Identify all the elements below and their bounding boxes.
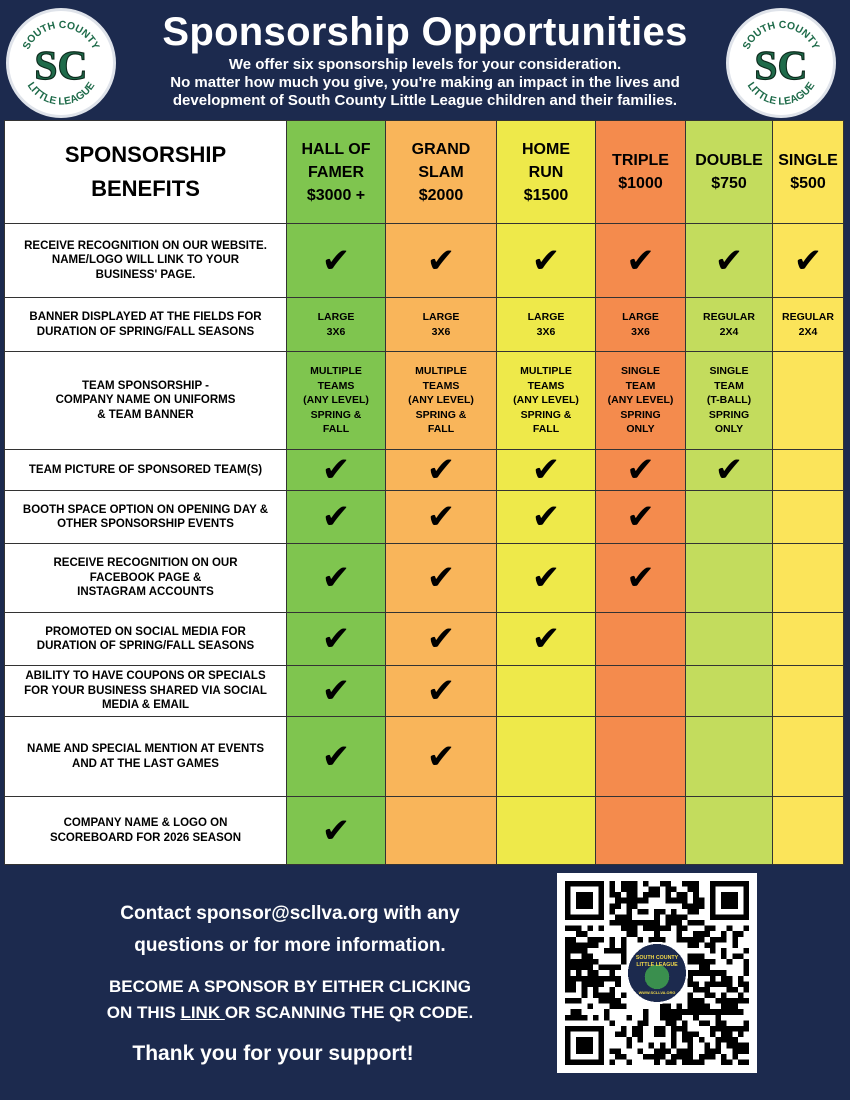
checkmark-icon: ✔: [426, 451, 456, 489]
checkmark-icon: ✔: [321, 737, 351, 776]
benefit-text: OTHER SPONSORSHIP EVENTS: [57, 518, 234, 530]
thank-you-text: Thank you for your support!: [132, 1042, 414, 1065]
included-cell: [773, 224, 844, 298]
checkmark-icon: ✔: [426, 241, 456, 280]
included-cell: [287, 544, 386, 613]
detail-text: ONLY: [626, 423, 655, 436]
empty-cell: [686, 491, 773, 544]
benefit-cell: [5, 491, 287, 544]
logo-bottom-text: LITTLE LEAGUE: [744, 80, 818, 108]
league-logo-icon: [729, 11, 833, 115]
empty-cell: [596, 613, 686, 666]
league-logo-left: [6, 8, 116, 118]
checkmark-icon: ✔: [426, 672, 456, 710]
logo-top-text: SOUTH COUNTY: [21, 19, 101, 52]
benefit-text: AND AT THE LAST GAMES: [72, 757, 219, 770]
detail-text: TEAM: [714, 379, 744, 392]
table-row: [5, 666, 844, 717]
included-cell: [386, 450, 497, 491]
checkmark-icon: ✔: [626, 241, 655, 280]
benefit-detail-cell: [497, 298, 596, 352]
call-to-action: [40, 974, 540, 1026]
contact-section: [40, 898, 540, 1068]
detail-text: REGULAR: [703, 311, 755, 323]
detail-text: 3X6: [326, 325, 346, 338]
table-row: [5, 717, 844, 797]
level-header: [386, 121, 497, 224]
detail-text: (ANY LEVEL): [513, 394, 579, 407]
level-header: [497, 121, 596, 224]
empty-cell: [596, 717, 686, 797]
level-name: GRAND: [411, 140, 471, 158]
included-cell: [386, 491, 497, 544]
empty-cell: [497, 717, 596, 797]
empty-cell: [686, 544, 773, 613]
benefits-header-line: BENEFITS: [91, 176, 200, 201]
benefits-header-line: SPONSORSHIP: [64, 142, 227, 167]
empty-cell: [773, 491, 844, 544]
contact-line: Contact sponsor@scllva.org with any: [120, 903, 460, 924]
detail-text: SINGLE: [620, 365, 661, 378]
empty-cell: [686, 666, 773, 717]
benefit-text: SCOREBOARD FOR 2026 SEASON: [49, 831, 242, 844]
detail-text: LARGE: [622, 311, 659, 323]
qr-badge-text: [636, 955, 679, 961]
benefit-detail-cell: [596, 298, 686, 352]
qr-code-icon: [565, 881, 749, 1065]
benefit-detail-cell: [686, 298, 773, 352]
sponsorship-table: [4, 120, 844, 865]
checkmark-icon: ✔: [714, 241, 744, 280]
empty-cell: [773, 797, 844, 865]
level-name: FAMER: [308, 163, 364, 181]
level-header: [686, 121, 773, 224]
checkmark-icon: ✔: [321, 451, 351, 489]
level-name: DOUBLE: [695, 152, 763, 169]
included-cell: [497, 491, 596, 544]
logo-top-text: SOUTH COUNTY: [741, 19, 821, 52]
benefit-text: BOOTH SPACE OPTION ON OPENING DAY &: [22, 503, 269, 516]
benefit-text: INSTAGRAM ACCOUNTS: [77, 586, 214, 599]
empty-cell: [686, 613, 773, 666]
detail-text: FALL: [532, 423, 560, 436]
benefit-text: PROMOTED ON SOCIAL MEDIA FOR: [45, 625, 246, 638]
page-title: Sponsorship Opportunities: [162, 10, 688, 54]
empty-cell: [773, 450, 844, 491]
page-subtitle: [120, 56, 730, 110]
benefit-detail-cell: [596, 352, 686, 450]
benefit-text: MEDIA & EMAIL: [101, 699, 190, 712]
included-cell: [596, 224, 686, 298]
included-cell: [287, 797, 386, 865]
level-price: $2000: [418, 186, 464, 204]
benefit-detail-cell: [686, 352, 773, 450]
checkmark-icon: ✔: [531, 451, 561, 489]
level-name: SINGLE: [778, 152, 838, 169]
detail-text: SPRING: [708, 408, 750, 421]
checkmark-icon: ✔: [321, 620, 351, 658]
empty-cell: [773, 613, 844, 666]
checkmark-icon: ✔: [626, 559, 655, 597]
checkmark-icon: ✔: [626, 498, 655, 536]
checkmark-icon: ✔: [714, 451, 744, 489]
detail-text: TEAM: [625, 379, 656, 392]
level-name: HOME: [522, 140, 570, 158]
included-cell: [386, 666, 497, 717]
included-cell: [386, 613, 497, 666]
benefit-text: TEAM SPONSORSHIP -: [82, 379, 209, 392]
detail-text: 3X6: [631, 325, 650, 338]
benefits-header: [5, 121, 287, 224]
level-name: HALL OF: [301, 140, 371, 158]
benefit-text: DURATION OF SPRING/FALL SEASONS: [36, 640, 255, 652]
included-cell: [497, 613, 596, 666]
included-cell: [686, 450, 773, 491]
cta-line: BECOME A SPONSOR BY EITHER CLICKING: [108, 977, 472, 996]
table-row: [5, 352, 844, 450]
empty-cell: [497, 797, 596, 865]
included-cell: [686, 224, 773, 298]
included-cell: [287, 491, 386, 544]
benefit-text: RECEIVE RECOGNITION ON OUR: [53, 557, 238, 570]
empty-cell: [773, 352, 844, 450]
empty-cell: [596, 797, 686, 865]
benefit-text: DURATION OF SPRING/FALL SEASONS: [36, 325, 255, 338]
table-row: [5, 298, 844, 352]
benefit-detail-cell: [386, 352, 497, 450]
included-cell: [287, 717, 386, 797]
included-cell: [386, 544, 497, 613]
detail-text: (ANY LEVEL): [303, 394, 369, 407]
included-cell: [497, 544, 596, 613]
benefit-detail-cell: [773, 298, 844, 352]
benefit-cell: [5, 797, 287, 865]
benefit-cell: [5, 352, 287, 450]
table-row: [5, 224, 844, 298]
detail-text: MULTIPLE: [415, 365, 467, 378]
sponsor-link[interactable]: LINK: [180, 1003, 225, 1022]
cta-text: ON THIS: [106, 1003, 181, 1022]
level-header: [596, 121, 686, 224]
detail-text: (ANY LEVEL): [607, 394, 674, 407]
level-header: [773, 121, 844, 224]
included-cell: [497, 450, 596, 491]
level-name: RUN: [528, 163, 564, 181]
benefit-text: COMPANY NAME ON UNIFORMS: [55, 394, 236, 407]
benefit-text: & TEAM BANNER: [97, 408, 194, 421]
benefit-cell: [5, 544, 287, 613]
benefit-cell: [5, 298, 287, 352]
table-body: [5, 224, 844, 865]
level-price: $1500: [523, 186, 569, 204]
checkmark-icon: ✔: [321, 672, 351, 710]
included-cell: [386, 224, 497, 298]
checkmark-icon: ✔: [531, 241, 561, 280]
level-price: $1000: [618, 175, 663, 192]
detail-text: TEAMS: [527, 379, 565, 392]
subtitle-line: We offer six sponsorship levels for your consideration.: [228, 56, 622, 73]
level-price: $500: [790, 175, 826, 192]
detail-text: MULTIPLE: [310, 365, 362, 378]
league-logo-icon: [9, 11, 113, 115]
empty-cell: [386, 797, 497, 865]
benefit-text: BUSINESS' PAGE.: [95, 268, 196, 281]
detail-text: ONLY: [714, 423, 744, 436]
cta-line: [40, 1000, 540, 1026]
detail-text: 2X4: [719, 325, 739, 338]
table-row: [5, 544, 844, 613]
checkmark-icon: ✔: [531, 559, 561, 597]
table-header-row: [5, 121, 844, 224]
contact-line: questions or for more information.: [134, 935, 446, 956]
league-logo-right: [726, 8, 836, 118]
table-row: [5, 491, 844, 544]
subtitle-line: No matter how much you give, you're making an impact in the lives and: [170, 74, 680, 91]
included-cell: [596, 544, 686, 613]
level-price: $3000 +: [306, 186, 366, 204]
empty-cell: [497, 666, 596, 717]
included-cell: [287, 450, 386, 491]
benefit-text: NAME AND SPECIAL MENTION AT EVENTS: [26, 743, 265, 755]
included-cell: [596, 450, 686, 491]
logo-bottom-text: LITTLE LEAGUE: [24, 80, 98, 108]
benefit-cell: [5, 224, 287, 298]
detail-text: SPRING &: [520, 408, 572, 421]
detail-text: (T-BALL): [706, 394, 752, 407]
detail-text: FALL: [322, 423, 350, 436]
benefit-text: TEAM PICTURE OF SPONSORED TEAM(S): [28, 463, 263, 476]
included-cell: [287, 224, 386, 298]
subtitle-line: development of South County Little League children and their families.: [172, 92, 678, 109]
detail-text: MULTIPLE: [520, 365, 572, 378]
benefit-cell: [5, 717, 287, 797]
detail-text: TEAMS: [422, 379, 460, 392]
benefit-text: RECEIVE RECOGNITION ON OUR WEBSITE.: [24, 239, 267, 252]
checkmark-icon: ✔: [426, 559, 456, 597]
benefit-cell: [5, 450, 287, 491]
level-name: TRIPLE: [612, 152, 669, 169]
detail-text: TEAMS: [317, 379, 355, 392]
detail-text: LARGE: [527, 311, 565, 323]
included-cell: [497, 224, 596, 298]
benefit-text: FACEBOOK PAGE &: [89, 571, 202, 584]
cta-text: OR SCANNING THE QR CODE.: [224, 1003, 474, 1022]
benefit-detail-cell: [497, 352, 596, 450]
included-cell: [287, 666, 386, 717]
detail-text: (ANY LEVEL): [408, 394, 474, 407]
checkmark-icon: ✔: [531, 620, 561, 658]
checkmark-icon: ✔: [531, 498, 561, 536]
empty-cell: [773, 666, 844, 717]
level-price: $750: [711, 175, 747, 192]
benefit-text: NAME/LOGO WILL LINK TO YOUR: [51, 254, 240, 267]
detail-text: FALL: [427, 423, 455, 436]
benefit-cell: [5, 666, 287, 717]
qr-badge-text: [636, 962, 678, 968]
benefit-detail-cell: [386, 298, 497, 352]
level-name: SLAM: [418, 163, 464, 181]
page-header: [120, 6, 730, 110]
detail-text: 3X6: [431, 325, 451, 338]
table-row: [5, 797, 844, 865]
detail-text: SPRING &: [415, 408, 467, 421]
detail-text: 3X6: [536, 325, 556, 338]
included-cell: [287, 613, 386, 666]
logo-monogram: SC: [34, 42, 88, 89]
checkmark-icon: ✔: [426, 498, 456, 536]
detail-text: SINGLE: [709, 365, 749, 378]
detail-text: LARGE: [317, 311, 355, 323]
level-header: [287, 121, 386, 224]
detail-text: REGULAR: [782, 311, 834, 323]
checkmark-icon: ✔: [426, 737, 456, 776]
empty-cell: [773, 717, 844, 797]
detail-text: 2X4: [798, 325, 818, 338]
checkmark-icon: ✔: [426, 620, 456, 658]
included-cell: [596, 491, 686, 544]
table-row: [5, 450, 844, 491]
benefit-cell: [5, 613, 287, 666]
qr-code[interactable]: [557, 873, 757, 1073]
logo-monogram: SC: [754, 42, 808, 89]
benefit-text: COMPANY NAME & LOGO ON: [63, 817, 228, 829]
benefit-text: FOR YOUR BUSINESS SHARED VIA SOCIAL: [24, 684, 267, 697]
empty-cell: [773, 544, 844, 613]
empty-cell: [686, 797, 773, 865]
checkmark-icon: ✔: [321, 241, 351, 280]
empty-cell: [686, 717, 773, 797]
empty-cell: [596, 666, 686, 717]
detail-text: SPRING: [620, 408, 661, 421]
table-row: [5, 613, 844, 666]
benefit-detail-cell: [287, 352, 386, 450]
checkmark-icon: ✔: [321, 811, 351, 850]
qr-badge-text: [639, 990, 676, 995]
detail-text: SPRING &: [310, 408, 362, 421]
checkmark-icon: ✔: [626, 451, 655, 489]
benefit-text: ABILITY TO HAVE COUPONS OR SPECIALS: [25, 670, 266, 683]
detail-text: LARGE: [422, 311, 460, 323]
benefit-detail-cell: [287, 298, 386, 352]
checkmark-icon: ✔: [321, 498, 351, 536]
checkmark-icon: ✔: [793, 241, 823, 280]
checkmark-icon: ✔: [321, 559, 351, 597]
benefit-text: BANNER DISPLAYED AT THE FIELDS FOR: [29, 311, 262, 323]
included-cell: [386, 717, 497, 797]
